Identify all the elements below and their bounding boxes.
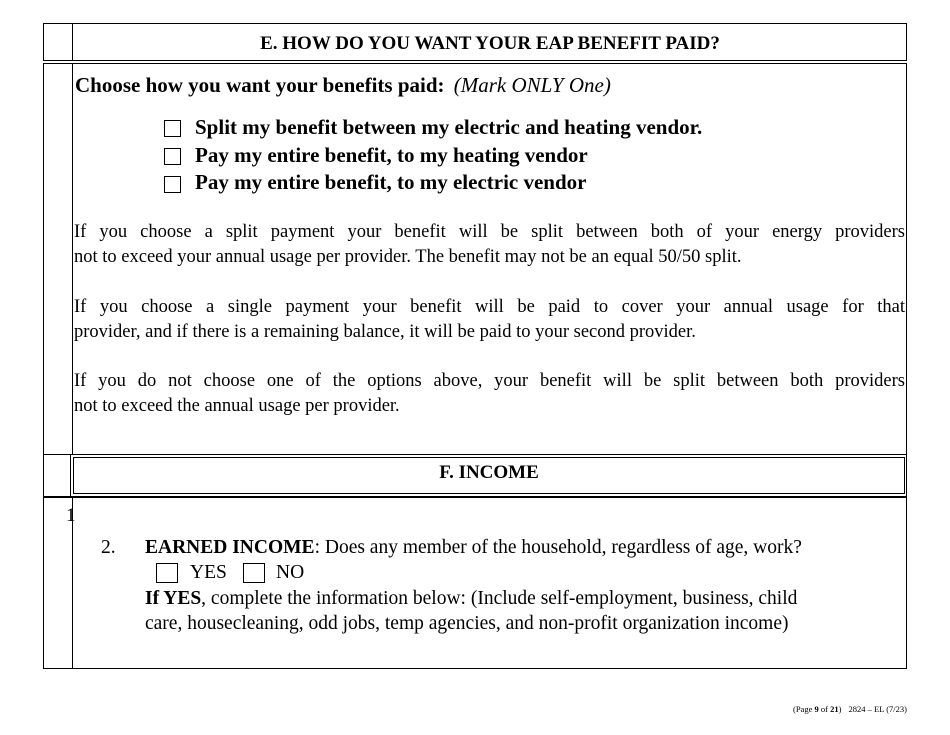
if-yes-line2: care, housecleaning, odd jobs, temp agencies, and non-profit organization income) <box>145 613 789 634</box>
paragraph-split-payment <box>74 220 905 270</box>
option-electric-label: Pay my entire benefit, to my electric vendor <box>195 170 587 194</box>
paragraph-single-line1: If you choose a single payment your benefit will be paid to cover your annual usage for that <box>74 297 905 317</box>
section-e-title: E. HOW DO YOU WANT YOUR EAP BENEFIT PAID? <box>260 33 720 54</box>
earned-income-text: : Does any member of the household, regardless of age, work? <box>314 537 802 558</box>
paragraph-nochoice-line2: not to exceed the annual usage per provider. <box>74 396 400 416</box>
page-prefix: (Page <box>792 704 815 714</box>
section-f-header-divider <box>70 454 71 497</box>
page-total: 21 <box>830 704 839 714</box>
option-heating-checkbox[interactable] <box>164 148 181 165</box>
section-e-body-divider <box>72 63 73 455</box>
paragraph-single-line2: provider, and if there is a remaining balance, it will be paid to your second provider. <box>74 322 696 342</box>
page-footer <box>793 704 907 714</box>
form-id: 2824 – EL (7/23) <box>848 704 907 714</box>
stray-mark: 1 <box>66 505 76 526</box>
page-current: 9 <box>814 704 819 714</box>
if-yes-line1 <box>145 586 797 611</box>
earned-income-no-label: NO <box>276 562 305 583</box>
option-split-label: Split my benefit between my electric and heating vendor. <box>195 115 703 139</box>
choose-note: (Mark ONLY One) <box>453 73 611 97</box>
earned-income-label: EARNED INCOME <box>145 537 315 558</box>
page-suffix: ) <box>838 704 842 714</box>
paragraph-split-line1: If you choose a split payment your benefit will be split between both of your energy providers <box>74 222 905 242</box>
page-of: of <box>818 704 831 714</box>
earned-income-yes-checkbox[interactable] <box>156 563 178 583</box>
section-f-body-box <box>43 497 907 669</box>
option-split-checkbox[interactable] <box>164 120 181 137</box>
section-f-title: F. INCOME <box>439 462 539 483</box>
if-yes-label: If YES <box>145 588 202 609</box>
earned-income-no-checkbox[interactable] <box>243 563 265 583</box>
earned-income-yes-label: YES <box>190 562 227 583</box>
if-yes-instruction <box>145 586 797 636</box>
paragraph-nochoice-line1: If you do not choose one of the options above, your benefit will be split between both providers <box>74 371 905 391</box>
paragraph-split-line2: not to exceed your annual usage per provider. The benefit may not be an equal 50/50 split. <box>74 247 742 267</box>
if-yes-text-1: , complete the information below: (Include self-employment, business, child <box>201 588 798 609</box>
earned-income-question <box>145 537 802 559</box>
option-electric-checkbox[interactable] <box>164 176 181 193</box>
choose-label: Choose how you want your benefits paid: <box>75 73 445 97</box>
option-heating-label: Pay my entire benefit, to my heating vendor <box>195 143 588 167</box>
choose-instruction <box>75 73 611 98</box>
paragraph-no-choice <box>74 369 905 419</box>
paragraph-single-payment <box>74 295 905 345</box>
question-number: 2. <box>101 537 116 558</box>
